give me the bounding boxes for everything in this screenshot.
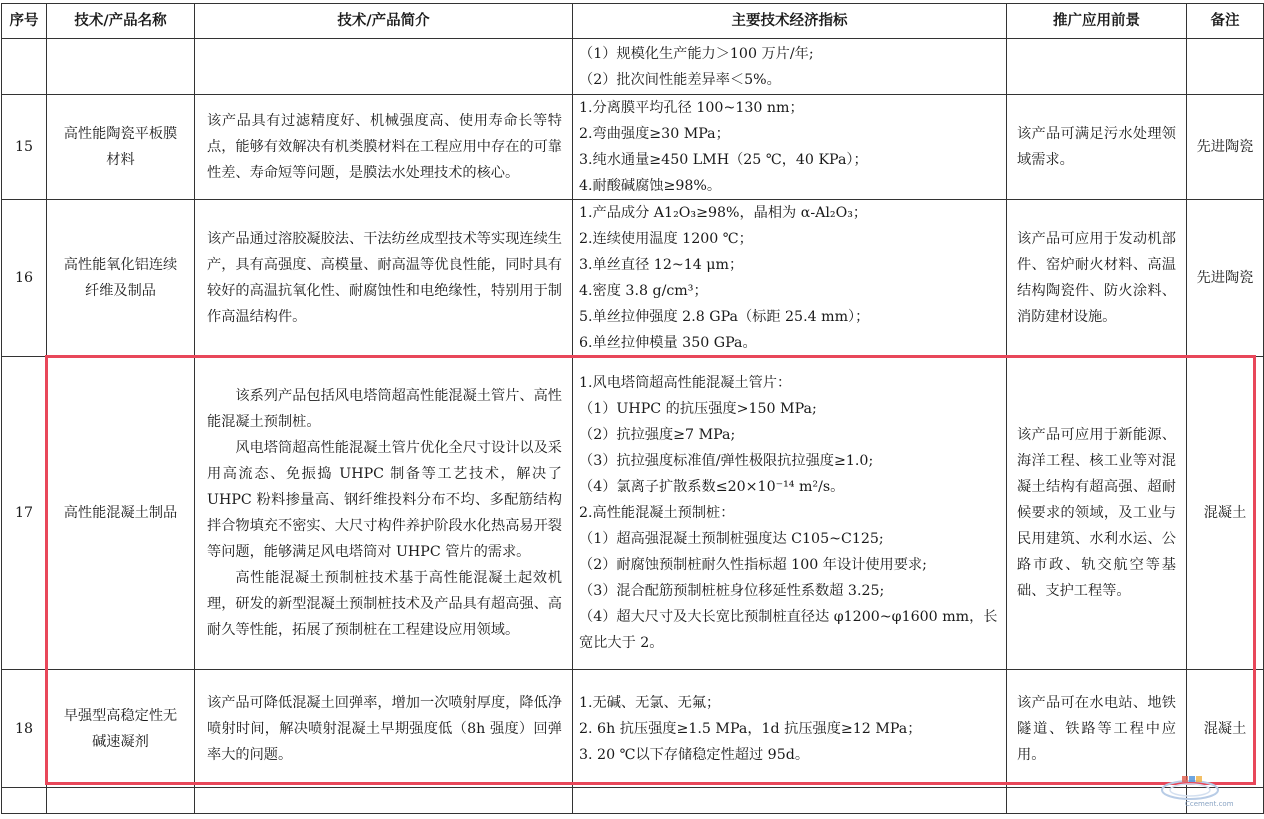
header-indicators: 主要技术经济指标: [573, 4, 1007, 39]
row-name: 高性能陶瓷平板膜材料: [47, 95, 195, 200]
header-prospects: 推广应用前景: [1007, 4, 1187, 39]
empty-cell: [2, 788, 47, 814]
indicator-line: 1.风电塔筒超高性能混凝土管片：: [579, 375, 792, 391]
table-row: [2, 95, 1264, 200]
row-no: 18: [2, 670, 47, 788]
row-remark: 混凝土: [1187, 357, 1264, 670]
empty-cell: [573, 788, 1007, 814]
table-row: [2, 670, 1264, 788]
indicator-line: 1.分离膜平均孔径 100~130 nm；: [579, 100, 804, 116]
empty-cell: [195, 788, 573, 814]
indicator-line: （2）耐腐蚀预制桩耐久性指标超 100 年设计使用要求;: [579, 557, 927, 573]
empty-cell: [1007, 788, 1187, 814]
table-row: [2, 788, 1264, 814]
row-no: 16: [2, 200, 47, 357]
row-intro: 该产品可降低混凝土回弹率，增加一次喷射厚度，降低净喷射时间，解决喷射混凝土早期强度低（8h 强度）回弹率大的问题。: [195, 670, 573, 788]
header-intro: 技术/产品简介: [195, 4, 573, 39]
indicator-line: 2.弯曲强度≥30 MPa；: [579, 126, 730, 142]
row-name: 高性能氧化铝连续纤维及制品: [47, 200, 195, 357]
empty-cell: [47, 788, 195, 814]
row-intro: 该产品具有过滤精度好、机械强度高、使用寿命长等特点，能够有效解决有机类膜材料在工程应用中存在的可靠性差、寿命短等问题，是膜法水处理技术的核心。: [195, 95, 573, 200]
indicator-line: 1.产品成分 A1₂O₃≥98%，晶相为 α-Al₂O₃；: [579, 205, 868, 221]
row-no: 17: [2, 357, 47, 670]
row-intro: 该产品通过溶胶凝胶法、干法纺丝成型技术等实现连续生产，具有高强度、高模量、耐高温等优良性能，同时具有较好的高温抗氧化性、耐腐蚀性和电绝缘性，特别用于制作高温结构件。: [195, 200, 573, 357]
row-prospects: 该产品可应用于新能源、海洋工程、核工业等对混凝土结构有超高强、超耐候要求的领域，及工业与民用建筑、水利水运、公路市政、轨交航空等基础、支护工程等。: [1007, 357, 1187, 670]
watermark-text: Ccement.com: [1185, 800, 1234, 808]
row-indicators: [573, 357, 1007, 670]
row-prospects: 该产品可在水电站、地铁隧道、铁路等工程中应用。: [1007, 670, 1187, 788]
row-name: 高性能混凝土制品: [47, 357, 195, 670]
table-row: [2, 357, 1264, 670]
row-indicators: [573, 39, 1007, 95]
indicator-line: 2. 6h 抗压强度≥1.5 MPa，1d 抗压强度≥12 MPa；: [579, 720, 922, 737]
row-no: [2, 39, 47, 95]
row-remark: [1187, 39, 1264, 95]
row-name: 早强型高稳定性无碱速凝剂: [47, 670, 195, 788]
row-indicators: [573, 670, 1007, 788]
header-no: 序号: [2, 4, 47, 39]
indicator-line: （3）混合配筋预制桩桩身位移延性系数超 3.25;: [579, 583, 885, 599]
indicator-line: （2）抗拉强度≥7 MPa;: [579, 427, 736, 443]
indicator-line: （1）UHPC 的抗压强度>150 MPa;: [579, 401, 817, 417]
intro-paragraph: 该系列产品包括风电塔筒超高性能混凝土管片、高性能混凝土预制桩。: [207, 388, 562, 430]
row-remark: 先进陶瓷: [1187, 200, 1264, 357]
row-name: [47, 39, 195, 95]
intro-paragraph: 风电塔筒超高性能混凝土管片优化全尺寸设计以及采用高流态、免振捣 UHPC 制备等工艺技术，解决了 UHPC 粉料掺量高、钢纤维投料分布不均、多配筋结构拌合物填充不密实、大尺寸构件养护阶段水化热高易开裂等问题，能够满足风电塔筒对 UHPC 管片的需求。: [207, 440, 562, 560]
indicator-line: （2）批次间性能差异率＜5%。: [579, 71, 781, 88]
row-intro: [195, 357, 573, 670]
header-remark: 备注: [1187, 4, 1264, 39]
indicator-line: （4）氯离子扩散系数≤20×10⁻¹⁴ m²/s。: [579, 479, 845, 495]
table-row: [2, 200, 1264, 357]
row-no: 15: [2, 95, 47, 200]
row-prospects: 该产品可应用于发动机部件、窑炉耐火材料、高温结构陶瓷件、防火涂料、消防建材设施。: [1007, 200, 1187, 357]
table-row: [2, 39, 1264, 95]
indicator-line: 4.密度 3.8 g/cm³；: [579, 283, 708, 299]
indicator-line: 2.连续使用温度 1200 ℃；: [579, 231, 753, 247]
table-header-row: [2, 4, 1264, 39]
indicator-line: 1.无碱、无氯、无氟；: [579, 694, 721, 711]
indicator-line: 4.耐酸碱腐蚀≥98%。: [579, 178, 722, 194]
row-indicators: [573, 95, 1007, 200]
row-prospects: [1007, 39, 1187, 95]
intro-paragraph: 高性能混凝土预制桩技术基于高性能混凝土起效机理，研发的新型混凝土预制桩技术及产品具有超高强、高耐久等性能，拓展了预制桩在工程建设应用领域。: [207, 570, 562, 638]
row-prospects: 该产品可满足污水处理领域需求。: [1007, 95, 1187, 200]
indicator-line: 6.单丝拉伸模量 350 GPa。: [579, 335, 757, 351]
indicator-line: 2.高性能混凝土预制桩：: [579, 505, 735, 521]
indicator-line: （4）超大尺寸及大长宽比预制桩直径达 φ1200~φ1600 mm，长宽比大于 2。: [579, 609, 998, 651]
indicator-line: （1）规模化生产能力＞100 万片/年;: [579, 45, 814, 62]
row-indicators: [573, 200, 1007, 357]
header-name: 技术/产品名称: [47, 4, 195, 39]
tech-product-table: [1, 3, 1264, 814]
row-remark: 混凝土: [1187, 670, 1264, 788]
indicator-line: （1）超高强混凝土预制桩强度达 C105~C125;: [579, 531, 884, 547]
indicator-line: 5.单丝拉伸强度 2.8 GPa（标距 25.4 mm）；: [579, 309, 870, 325]
row-intro: [195, 39, 573, 95]
indicator-line: 3.单丝直径 12~14 μm；: [579, 257, 744, 273]
indicator-line: 3.纯水通量≥450 LMH（25 ℃，40 KPa）；: [579, 152, 868, 168]
indicator-line: 3. 20 ℃以下存储稳定性超过 95d。: [579, 746, 810, 763]
indicator-line: （3）抗拉强度标准值/弹性极限抗拉强度≥1.0;: [579, 453, 874, 469]
row-remark: 先进陶瓷: [1187, 95, 1264, 200]
